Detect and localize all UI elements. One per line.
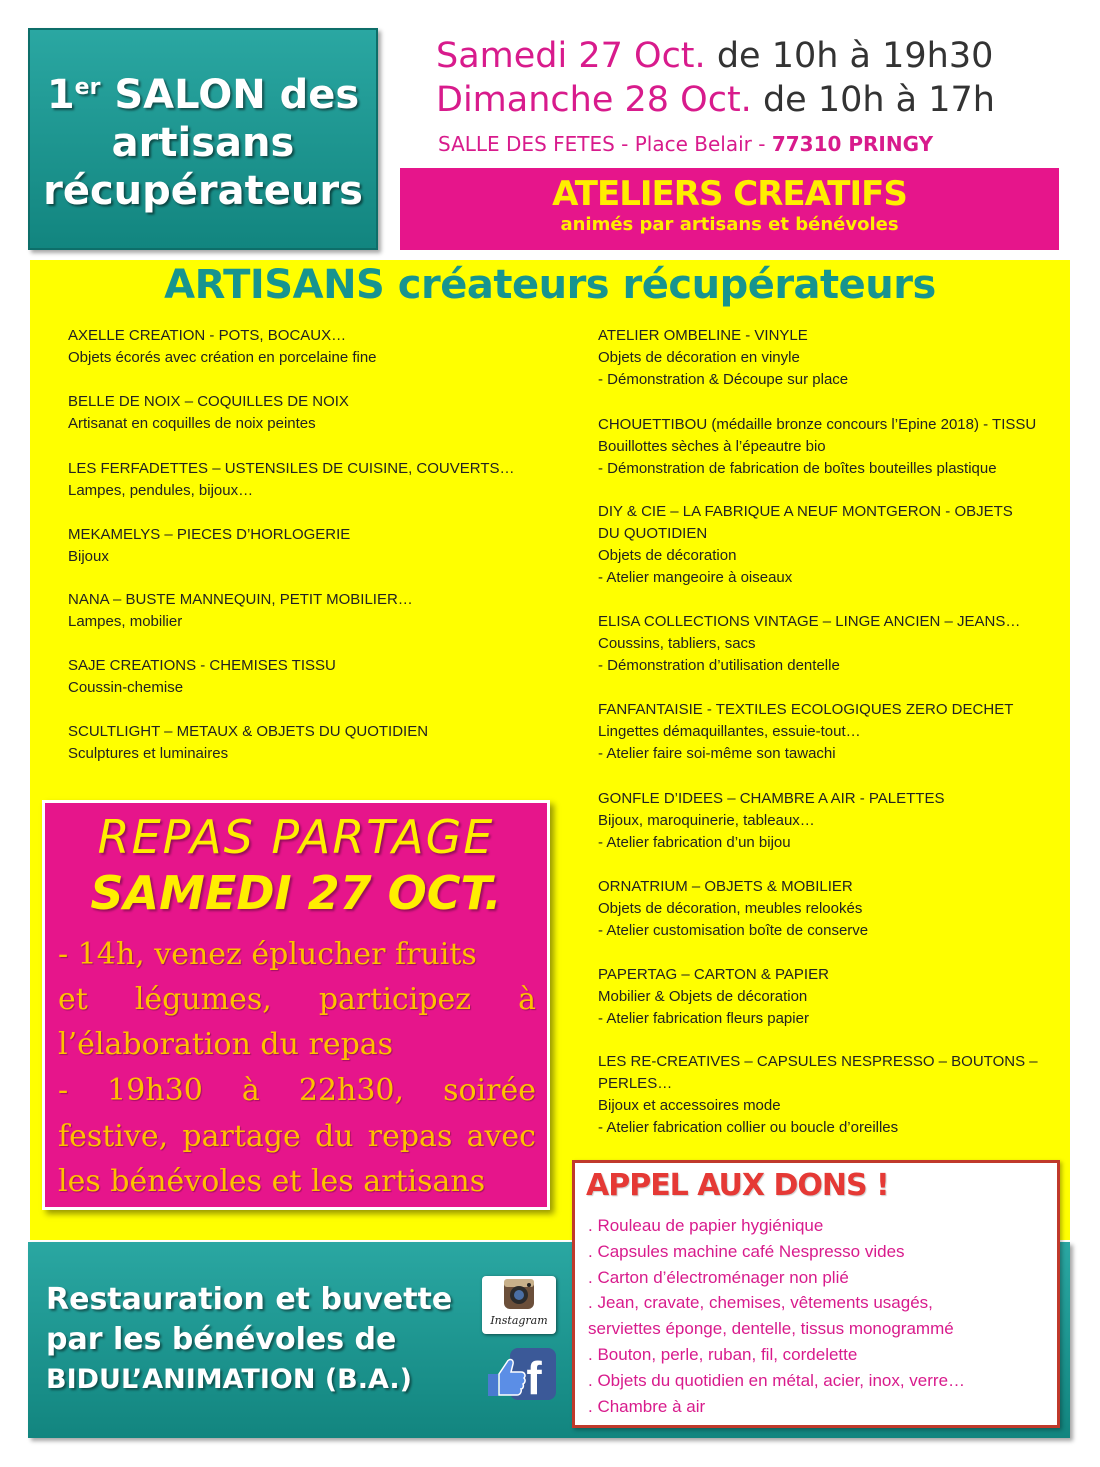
restauration-line-1: Restauration et buvette (46, 1282, 453, 1317)
restauration-line-2: par les bénévoles de (46, 1322, 397, 1357)
artisan-entry: ATELIER OMBELINE - VINYLE Objets de décoration en vinyle - Démonstration & Découpe sur place (598, 327, 849, 388)
ateliers-subtitle: animés par artisans et bénévoles (560, 214, 899, 235)
repas-line: les bénévoles et les artisans (58, 1164, 486, 1199)
repas-line: festive, partage du repas avec (58, 1119, 536, 1154)
artisan-entry: AXELLE CREATION - POTS, BOCAUX… Objets écorés avec création en porcelaine fine (68, 327, 377, 366)
artisan-entry: ELISA COLLECTIONS VINTAGE – LINGE ANCIEN – JEANS… Coussins, tabliers, sacs - Démonstration d’utilisation dentelle (598, 613, 1021, 674)
date-saturday: Samedi 27 Oct. de 10h à 19h30 (436, 36, 994, 76)
dons-title: APPEL AUX DONS ! (586, 1168, 889, 1203)
don-item: . Chambre à air (588, 1397, 706, 1416)
ateliers-title: ATELIERS CREATIFS (552, 174, 907, 214)
don-item: . Jean, cravate, chemises, vêtements usagés, (588, 1293, 933, 1312)
artisan-entry: DIY & CIE – LA FABRIQUE A NEUF MONTGERON - OBJETS DU QUOTIDIEN Objets de décoration - Atelier mangeoire à oiseaux (598, 503, 1013, 586)
salon-title-line-3: récupérateurs (43, 167, 363, 214)
venue-line: SALLE DES FETES - Place Belair - 77310 PRINGY (438, 132, 934, 156)
repas-line: - 19h30 à 22h30, soirée (58, 1073, 536, 1108)
repas-line: l’élaboration du repas (58, 1027, 394, 1062)
artisan-entry: NANA – BUSTE MANNEQUIN, PETIT MOBILIER… Lampes, mobilier (68, 591, 413, 630)
artisan-entry: SAJE CREATIONS - CHEMISES TISSU Coussin-chemise (68, 657, 336, 696)
ateliers-banner (400, 168, 1059, 250)
artisan-entry: ORNATRIUM – OBJETS & MOBILIER Objets de décoration, meubles relookés - Atelier customisation boîte de conserve (598, 878, 869, 939)
artisans-heading: ARTISANS créateurs récupérateurs (164, 262, 936, 308)
don-item: . Bouton, perle, ruban, fil, cordelette (588, 1345, 858, 1364)
salon-title-box (28, 28, 378, 250)
instagram-label: Instagram (490, 1314, 548, 1327)
artisan-entry: GONFLE D’IDEES – CHAMBRE A AIR - PALETTES Bijoux, maroquinerie, tableaux… - Atelier fabrication d’un bijou (598, 790, 945, 851)
artisan-entry: CHOUETTIBOU (médaille bronze concours l’Epine 2018) - TISSU Bouillottes sèches à l’épeautre bio - Démonstration de fabrication de boîtes bouteilles plastique (598, 416, 1037, 477)
don-item: . Rouleau de papier hygiénique (588, 1216, 824, 1235)
don-item: serviettes éponge, dentelle, tissus monogrammé (588, 1319, 954, 1338)
repas-title: REPAS PARTAGE (97, 810, 495, 864)
instagram-icon[interactable] (482, 1276, 556, 1334)
artisan-entry: BELLE DE NOIX – COQUILLES DE NOIX Artisanat en coquilles de noix peintes (68, 393, 349, 432)
artisan-entry: FANFANTAISIE - TEXTILES ECOLOGIQUES ZERO DECHET Lingettes démaquillantes, essuie-tout… - Atelier faire soi-même son tawachi (598, 701, 1014, 762)
repas-line: - 14h, venez éplucher fruits (58, 937, 477, 972)
facebook-like-icon[interactable] (484, 1346, 558, 1402)
artisan-entry: MEKAMELYS – PIECES D’HORLOGERIE Bijoux (68, 526, 351, 565)
don-item: . Capsules machine café Nespresso vides (588, 1242, 905, 1261)
restauration-line-3: BIDUL’ANIMATION (B.A.) (46, 1364, 413, 1395)
don-item: . Objets du quotidien en métal, acier, inox, verre… (588, 1371, 966, 1390)
artisan-entry: PAPERTAG – CARTON & PAPIER Mobilier & Objets de décoration - Atelier fabrication fleurs papier (598, 966, 829, 1027)
artisan-entry: LES FERFADETTES – USTENSILES DE CUISINE, COUVERTS… Lampes, pendules, bijoux… (68, 460, 515, 499)
don-item: . Carton d’électroménager non plié (588, 1268, 849, 1287)
artisan-entry: LES RE-CREATIVES – CAPSULES NESPRESSO – BOUTONS – PERLES… Bijoux et accessoires mode - Atelier fabrication collier ou boucle d’oreilles (598, 1053, 1038, 1136)
date-sunday: Dimanche 28 Oct. de 10h à 17h (436, 80, 995, 120)
salon-title-line-2: artisans (111, 119, 295, 166)
repas-date: SAMEDI 27 OCT. (90, 866, 502, 920)
repas-line: et légumes, participez à (58, 982, 536, 1017)
salon-title-line-1: 1er SALON des (46, 71, 360, 118)
svg-text:f: f (526, 1352, 542, 1402)
artisan-entry: SCULTLIGHT – METAUX & OBJETS DU QUOTIDIEN Sculptures et luminaires (68, 723, 429, 762)
